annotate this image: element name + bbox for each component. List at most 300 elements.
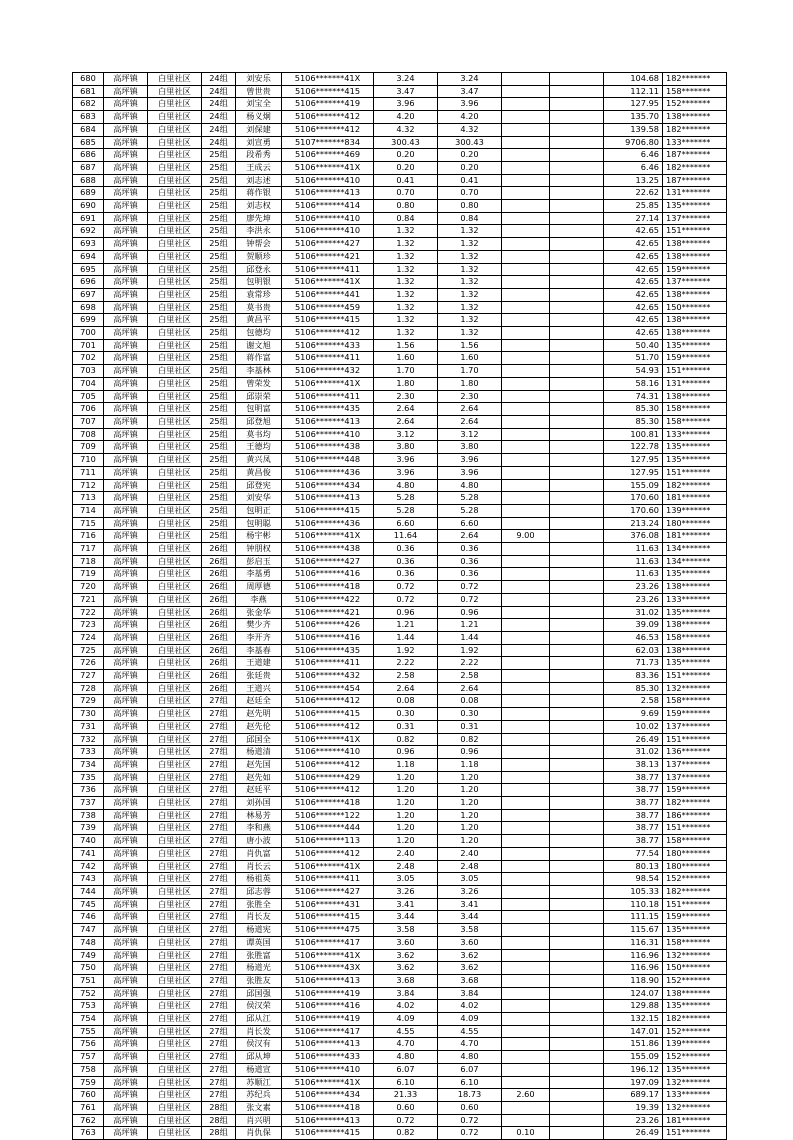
- id-number-cell: 5106*******475: [282, 924, 374, 937]
- row-number-cell: 718: [73, 555, 104, 568]
- group-cell: 26组: [202, 581, 236, 594]
- area-c-cell: [550, 1063, 604, 1076]
- town-cell: 高坪镇: [104, 517, 148, 530]
- area-c-cell: [550, 85, 604, 98]
- phone-cell: 182*******: [663, 886, 727, 899]
- name-cell: 李燕: [236, 593, 282, 606]
- name-cell: 刘孙国: [236, 797, 282, 810]
- area-total-cell: 6.60: [374, 517, 438, 530]
- id-number-cell: 5106*******415: [282, 911, 374, 924]
- phone-cell: 152*******: [663, 1051, 727, 1064]
- area-total-cell: 3.58: [374, 924, 438, 937]
- table-row: [73, 873, 727, 886]
- name-cell: 邱国强: [236, 987, 282, 1000]
- row-number-cell: 715: [73, 517, 104, 530]
- community-cell: 白里社区: [148, 873, 202, 886]
- amount-cell: 104.68: [604, 73, 663, 86]
- id-number-cell: 5106*******441: [282, 288, 374, 301]
- area-c-cell: [550, 377, 604, 390]
- table-row: [73, 581, 727, 594]
- town-cell: 高坪镇: [104, 644, 148, 657]
- name-cell: 邱登旭: [236, 415, 282, 428]
- area-total-cell: 0.30: [374, 708, 438, 721]
- name-cell: 张金华: [236, 606, 282, 619]
- area-a-cell: 3.96: [438, 454, 502, 467]
- town-cell: 高坪镇: [104, 365, 148, 378]
- id-number-cell: 5106*******412: [282, 720, 374, 733]
- area-total-cell: 4.09: [374, 1013, 438, 1026]
- phone-cell: 132*******: [663, 1076, 727, 1089]
- id-number-cell: 5106*******438: [282, 543, 374, 556]
- community-cell: 白里社区: [148, 492, 202, 505]
- row-number-cell: 695: [73, 263, 104, 276]
- community-cell: 白里社区: [148, 974, 202, 987]
- id-number-cell: 5106*******417: [282, 1025, 374, 1038]
- name-cell: 廖先坤: [236, 212, 282, 225]
- area-a-cell: 2.64: [438, 415, 502, 428]
- town-cell: 高坪镇: [104, 1089, 148, 1102]
- amount-cell: 6.46: [604, 161, 663, 174]
- area-total-cell: 5.28: [374, 492, 438, 505]
- amount-cell: 132.15: [604, 1013, 663, 1026]
- row-number-cell: 750: [73, 962, 104, 975]
- table-row: [73, 466, 727, 479]
- amount-cell: 127.95: [604, 466, 663, 479]
- table-row: [73, 314, 727, 327]
- area-b-cell: [502, 161, 550, 174]
- area-total-cell: 1.21: [374, 619, 438, 632]
- area-a-cell: 0.31: [438, 720, 502, 733]
- community-cell: 白里社区: [148, 898, 202, 911]
- amount-cell: 124.07: [604, 987, 663, 1000]
- amount-cell: 2.58: [604, 695, 663, 708]
- area-c-cell: [550, 1013, 604, 1026]
- phone-cell: 187*******: [663, 149, 727, 162]
- id-number-cell: 5106*******416: [282, 631, 374, 644]
- community-cell: 白里社区: [148, 98, 202, 111]
- name-cell: 赵先明: [236, 708, 282, 721]
- amount-cell: 38.77: [604, 797, 663, 810]
- area-total-cell: 1.80: [374, 377, 438, 390]
- town-cell: 高坪镇: [104, 530, 148, 543]
- area-b-cell: [502, 568, 550, 581]
- area-c-cell: [550, 619, 604, 632]
- group-cell: 26组: [202, 682, 236, 695]
- area-a-cell: 0.72: [438, 581, 502, 594]
- phone-cell: 181*******: [663, 530, 727, 543]
- group-cell: 27组: [202, 708, 236, 721]
- group-cell: 25组: [202, 377, 236, 390]
- group-cell: 27组: [202, 873, 236, 886]
- group-cell: 25组: [202, 365, 236, 378]
- group-cell: 27组: [202, 1025, 236, 1038]
- name-cell: 包明富: [236, 403, 282, 416]
- area-b-cell: [502, 949, 550, 962]
- table-row: [73, 1013, 727, 1026]
- row-number-cell: 744: [73, 886, 104, 899]
- town-cell: 高坪镇: [104, 174, 148, 187]
- id-number-cell: 5106*******433: [282, 339, 374, 352]
- town-cell: 高坪镇: [104, 1114, 148, 1127]
- area-b-cell: [502, 187, 550, 200]
- amount-cell: 42.65: [604, 314, 663, 327]
- town-cell: 高坪镇: [104, 758, 148, 771]
- phone-cell: 138*******: [663, 111, 727, 124]
- area-total-cell: 2.64: [374, 415, 438, 428]
- name-cell: 邱从坤: [236, 1051, 282, 1064]
- town-cell: 高坪镇: [104, 327, 148, 340]
- area-a-cell: 1.92: [438, 644, 502, 657]
- area-a-cell: 2.58: [438, 670, 502, 683]
- community-cell: 白里社区: [148, 1089, 202, 1102]
- area-c-cell: [550, 835, 604, 848]
- area-c-cell: [550, 454, 604, 467]
- row-number-cell: 730: [73, 708, 104, 721]
- group-cell: 27组: [202, 974, 236, 987]
- area-a-cell: 1.32: [438, 250, 502, 263]
- id-number-cell: 5106*******417: [282, 936, 374, 949]
- area-c-cell: [550, 543, 604, 556]
- id-number-cell: 5106*******41X: [282, 1076, 374, 1089]
- area-c-cell: [550, 98, 604, 111]
- town-cell: 高坪镇: [104, 822, 148, 835]
- group-cell: 27组: [202, 860, 236, 873]
- community-cell: 白里社区: [148, 530, 202, 543]
- area-total-cell: 0.08: [374, 695, 438, 708]
- area-b-cell: [502, 847, 550, 860]
- amount-cell: 112.11: [604, 85, 663, 98]
- area-b-cell: 2.60: [502, 1089, 550, 1102]
- name-cell: 袁常珍: [236, 288, 282, 301]
- table-row: [73, 771, 727, 784]
- phone-cell: 152*******: [663, 1025, 727, 1038]
- table-row: [73, 390, 727, 403]
- amount-cell: 31.02: [604, 606, 663, 619]
- id-number-cell: 5106*******410: [282, 428, 374, 441]
- area-b-cell: [502, 936, 550, 949]
- table-row: [73, 682, 727, 695]
- amount-cell: 689.17: [604, 1089, 663, 1102]
- phone-cell: 137*******: [663, 720, 727, 733]
- name-cell: 李洪永: [236, 225, 282, 238]
- name-cell: 曾荣发: [236, 377, 282, 390]
- area-c-cell: [550, 860, 604, 873]
- phone-cell: 150*******: [663, 301, 727, 314]
- area-c-cell: [550, 809, 604, 822]
- area-c-cell: [550, 822, 604, 835]
- table-row: [73, 149, 727, 162]
- community-cell: 白里社区: [148, 1114, 202, 1127]
- group-cell: 24组: [202, 85, 236, 98]
- area-c-cell: [550, 288, 604, 301]
- phone-cell: 137*******: [663, 276, 727, 289]
- amount-cell: 85.30: [604, 403, 663, 416]
- area-b-cell: [502, 606, 550, 619]
- area-c-cell: [550, 949, 604, 962]
- row-number-cell: 762: [73, 1114, 104, 1127]
- community-cell: 白里社区: [148, 987, 202, 1000]
- town-cell: 高坪镇: [104, 555, 148, 568]
- town-cell: 高坪镇: [104, 631, 148, 644]
- id-number-cell: 5106*******41X: [282, 377, 374, 390]
- id-number-cell: 5106*******410: [282, 174, 374, 187]
- community-cell: 白里社区: [148, 390, 202, 403]
- area-a-cell: 2.30: [438, 390, 502, 403]
- id-number-cell: 5106*******414: [282, 200, 374, 213]
- community-cell: 白里社区: [148, 479, 202, 492]
- group-cell: 27组: [202, 784, 236, 797]
- area-b-cell: [502, 403, 550, 416]
- amount-cell: 42.65: [604, 225, 663, 238]
- area-total-cell: 0.36: [374, 568, 438, 581]
- row-number-cell: 745: [73, 898, 104, 911]
- amount-cell: 42.65: [604, 276, 663, 289]
- group-cell: 25组: [202, 200, 236, 213]
- amount-cell: 115.67: [604, 924, 663, 937]
- table-row: [73, 288, 727, 301]
- area-b-cell: [502, 581, 550, 594]
- id-number-cell: 5106*******433: [282, 1051, 374, 1064]
- area-c-cell: [550, 136, 604, 149]
- area-a-cell: 0.30: [438, 708, 502, 721]
- phone-cell: 182*******: [663, 123, 727, 136]
- town-cell: 高坪镇: [104, 111, 148, 124]
- row-number-cell: 739: [73, 822, 104, 835]
- group-cell: 27组: [202, 758, 236, 771]
- name-cell: 张文素: [236, 1101, 282, 1114]
- area-total-cell: 0.20: [374, 161, 438, 174]
- row-number-cell: 688: [73, 174, 104, 187]
- town-cell: 高坪镇: [104, 263, 148, 276]
- row-number-cell: 722: [73, 606, 104, 619]
- area-a-cell: 1.18: [438, 758, 502, 771]
- area-a-cell: 4.09: [438, 1013, 502, 1026]
- amount-cell: 105.33: [604, 886, 663, 899]
- name-cell: 彭启玉: [236, 555, 282, 568]
- table-row: [73, 441, 727, 454]
- table-row: [73, 479, 727, 492]
- town-cell: 高坪镇: [104, 276, 148, 289]
- area-b-cell: [502, 1000, 550, 1013]
- community-cell: 白里社区: [148, 517, 202, 530]
- row-number-cell: 696: [73, 276, 104, 289]
- row-number-cell: 733: [73, 746, 104, 759]
- area-total-cell: 1.32: [374, 250, 438, 263]
- table-row: [73, 847, 727, 860]
- area-b-cell: [502, 720, 550, 733]
- area-total-cell: 4.02: [374, 1000, 438, 1013]
- table-row: [73, 225, 727, 238]
- row-number-cell: 694: [73, 250, 104, 263]
- name-cell: 刘志权: [236, 200, 282, 213]
- town-cell: 高坪镇: [104, 454, 148, 467]
- row-number-cell: 753: [73, 1000, 104, 1013]
- area-c-cell: [550, 1076, 604, 1089]
- community-cell: 白里社区: [148, 1000, 202, 1013]
- phone-cell: 151*******: [663, 822, 727, 835]
- id-number-cell: 5106*******427: [282, 238, 374, 251]
- id-number-cell: 5106*******411: [282, 873, 374, 886]
- area-total-cell: 1.20: [374, 771, 438, 784]
- area-total-cell: 1.60: [374, 352, 438, 365]
- area-total-cell: 1.32: [374, 314, 438, 327]
- amount-cell: 9706.80: [604, 136, 663, 149]
- row-number-cell: 732: [73, 733, 104, 746]
- id-number-cell: 5106*******41X: [282, 949, 374, 962]
- phone-cell: 158*******: [663, 835, 727, 848]
- area-total-cell: 6.10: [374, 1076, 438, 1089]
- area-b-cell: [502, 708, 550, 721]
- group-cell: 27组: [202, 1063, 236, 1076]
- area-b-cell: [502, 327, 550, 340]
- community-cell: 白里社区: [148, 619, 202, 632]
- row-number-cell: 713: [73, 492, 104, 505]
- group-cell: 28组: [202, 1101, 236, 1114]
- row-number-cell: 710: [73, 454, 104, 467]
- group-cell: 24组: [202, 123, 236, 136]
- row-number-cell: 727: [73, 670, 104, 683]
- name-cell: 邱崇荣: [236, 390, 282, 403]
- group-cell: 26组: [202, 670, 236, 683]
- id-number-cell: 5106*******434: [282, 1089, 374, 1102]
- community-cell: 白里社区: [148, 746, 202, 759]
- area-b-cell: [502, 797, 550, 810]
- row-number-cell: 689: [73, 187, 104, 200]
- group-cell: 27组: [202, 746, 236, 759]
- town-cell: 高坪镇: [104, 238, 148, 251]
- table-row: [73, 644, 727, 657]
- area-a-cell: 3.24: [438, 73, 502, 86]
- amount-cell: 71.73: [604, 657, 663, 670]
- amount-cell: 25.85: [604, 200, 663, 213]
- area-a-cell: 1.20: [438, 822, 502, 835]
- community-cell: 白里社区: [148, 377, 202, 390]
- group-cell: 27组: [202, 1038, 236, 1051]
- area-c-cell: [550, 758, 604, 771]
- area-c-cell: [550, 111, 604, 124]
- name-cell: 苏顺江: [236, 1076, 282, 1089]
- id-number-cell: 5106*******410: [282, 1063, 374, 1076]
- row-number-cell: 683: [73, 111, 104, 124]
- group-cell: 27组: [202, 797, 236, 810]
- community-cell: 白里社区: [148, 1025, 202, 1038]
- row-number-cell: 757: [73, 1051, 104, 1064]
- group-cell: 25组: [202, 530, 236, 543]
- name-cell: 黄昌平: [236, 314, 282, 327]
- area-b-cell: [502, 339, 550, 352]
- amount-cell: 74.31: [604, 390, 663, 403]
- amount-cell: 42.65: [604, 288, 663, 301]
- area-c-cell: [550, 936, 604, 949]
- area-total-cell: 3.26: [374, 886, 438, 899]
- group-cell: 26组: [202, 543, 236, 556]
- name-cell: 邱登永: [236, 263, 282, 276]
- amount-cell: 38.77: [604, 784, 663, 797]
- area-a-cell: 0.36: [438, 543, 502, 556]
- amount-cell: 38.77: [604, 771, 663, 784]
- group-cell: 25组: [202, 517, 236, 530]
- row-number-cell: 719: [73, 568, 104, 581]
- area-a-cell: 1.20: [438, 784, 502, 797]
- area-c-cell: [550, 962, 604, 975]
- name-cell: 赵廷全: [236, 695, 282, 708]
- area-b-cell: [502, 974, 550, 987]
- town-cell: 高坪镇: [104, 1000, 148, 1013]
- area-b-cell: [502, 1013, 550, 1026]
- id-number-cell: 5106*******418: [282, 581, 374, 594]
- area-b-cell: [502, 1063, 550, 1076]
- area-total-cell: 3.62: [374, 962, 438, 975]
- row-number-cell: 682: [73, 98, 104, 111]
- name-cell: 侯汉荣: [236, 1000, 282, 1013]
- name-cell: 包明聪: [236, 517, 282, 530]
- area-a-cell: 0.72: [438, 593, 502, 606]
- town-cell: 高坪镇: [104, 670, 148, 683]
- area-c-cell: [550, 593, 604, 606]
- area-c-cell: [550, 670, 604, 683]
- name-cell: 李和燕: [236, 822, 282, 835]
- area-b-cell: [502, 962, 550, 975]
- community-cell: 白里社区: [148, 1101, 202, 1114]
- table-row: [73, 1089, 727, 1102]
- group-cell: 27组: [202, 720, 236, 733]
- community-cell: 白里社区: [148, 924, 202, 937]
- community-cell: 白里社区: [148, 733, 202, 746]
- row-number-cell: 760: [73, 1089, 104, 1102]
- area-total-cell: 2.30: [374, 390, 438, 403]
- area-c-cell: [550, 276, 604, 289]
- town-cell: 高坪镇: [104, 695, 148, 708]
- community-cell: 白里社区: [148, 631, 202, 644]
- phone-cell: 180*******: [663, 847, 727, 860]
- table-row: [73, 250, 727, 263]
- id-number-cell: 5106*******448: [282, 454, 374, 467]
- area-b-cell: [502, 1076, 550, 1089]
- table-row: [73, 987, 727, 1000]
- table-row: [73, 657, 727, 670]
- phone-cell: 131*******: [663, 187, 727, 200]
- phone-cell: 139*******: [663, 1038, 727, 1051]
- area-total-cell: 21.33: [374, 1089, 438, 1102]
- area-c-cell: [550, 581, 604, 594]
- community-cell: 白里社区: [148, 339, 202, 352]
- town-cell: 高坪镇: [104, 250, 148, 263]
- id-number-cell: 5106*******459: [282, 301, 374, 314]
- area-b-cell: [502, 73, 550, 86]
- id-number-cell: 5106*******432: [282, 670, 374, 683]
- town-cell: 高坪镇: [104, 1076, 148, 1089]
- town-cell: 高坪镇: [104, 403, 148, 416]
- id-number-cell: 5106*******429: [282, 771, 374, 784]
- area-a-cell: 1.32: [438, 327, 502, 340]
- phone-cell: 151*******: [663, 466, 727, 479]
- group-cell: 27组: [202, 911, 236, 924]
- area-c-cell: [550, 1000, 604, 1013]
- table-row: [73, 276, 727, 289]
- amount-cell: 116.31: [604, 936, 663, 949]
- amount-cell: 111.15: [604, 911, 663, 924]
- name-cell: 张廷贵: [236, 670, 282, 683]
- name-cell: 邱登宪: [236, 479, 282, 492]
- name-cell: 李基春: [236, 644, 282, 657]
- group-cell: 27组: [202, 886, 236, 899]
- area-c-cell: [550, 73, 604, 86]
- row-number-cell: 761: [73, 1101, 104, 1114]
- name-cell: 王成云: [236, 161, 282, 174]
- town-cell: 高坪镇: [104, 1063, 148, 1076]
- group-cell: 27组: [202, 1089, 236, 1102]
- phone-cell: 181*******: [663, 492, 727, 505]
